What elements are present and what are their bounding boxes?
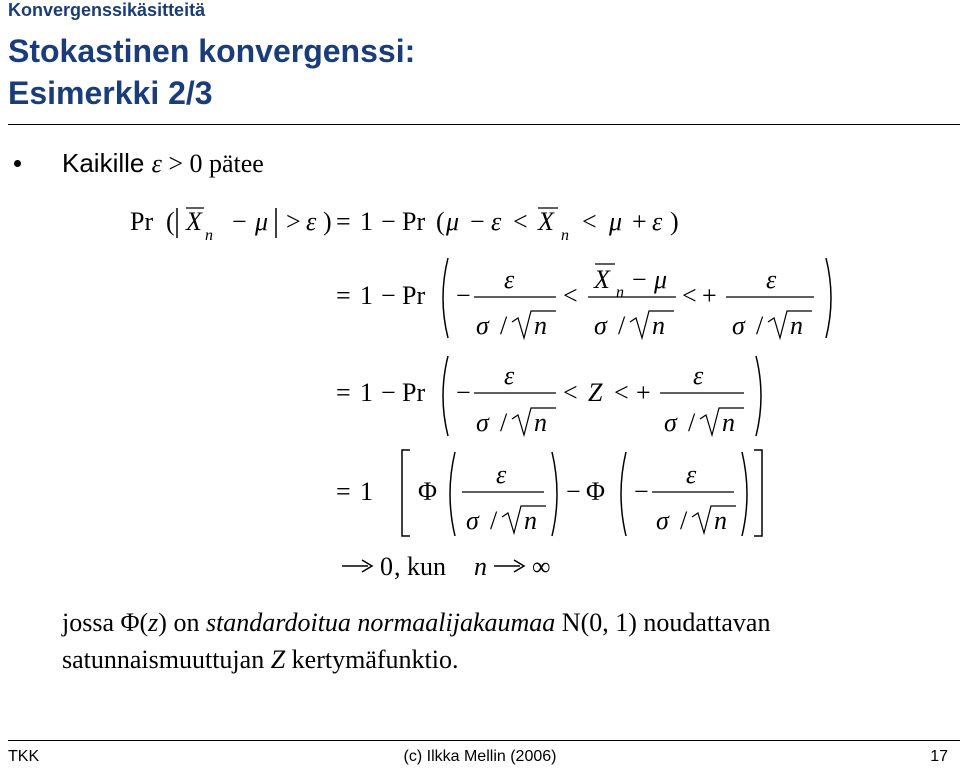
- subscript-n: n: [561, 227, 569, 244]
- sigma-symbol: σ: [476, 408, 489, 437]
- math-operator: −: [456, 281, 471, 310]
- epsilon-symbol: ε: [504, 361, 515, 390]
- bullet-suffix: > 0 pätee: [161, 149, 264, 178]
- math-operator: /: [756, 311, 764, 340]
- math-operator: /: [500, 408, 508, 437]
- mu-symbol: μ: [446, 207, 460, 236]
- math-operator: /: [680, 506, 688, 535]
- x-bar: X: [186, 207, 202, 236]
- mu-symbol: μ: [255, 207, 269, 236]
- one: 1: [360, 281, 373, 310]
- math-stroke: [754, 450, 762, 536]
- epsilon-symbol: ε: [504, 265, 515, 294]
- math-operator: (: [436, 207, 445, 236]
- math-operator: −: [381, 378, 396, 407]
- n-symbol: n: [474, 552, 487, 581]
- sigma-symbol: σ: [656, 506, 669, 535]
- math-operator: −: [381, 207, 396, 236]
- sigma-symbol: σ: [466, 506, 479, 535]
- pr-symbol: Pr: [402, 281, 426, 310]
- sigma-symbol: σ: [476, 311, 489, 340]
- math-operator: <: [563, 281, 578, 310]
- kun-word: , kun: [394, 552, 446, 581]
- math-operator: <: [563, 378, 578, 407]
- epsilon-symbol: ε: [693, 361, 704, 390]
- math-stroke: [742, 452, 747, 536]
- explanation-paragraph: [62, 604, 770, 678]
- one: 1: [360, 378, 373, 407]
- epsilon-symbol: ε: [686, 460, 697, 489]
- slide-title-line1: Stokastinen konvergenssi:: [8, 33, 416, 69]
- zero: 0: [380, 552, 393, 581]
- math-operator: =: [336, 281, 351, 310]
- z-symbol: Z: [588, 378, 603, 407]
- n-symbol: n: [790, 311, 803, 340]
- math-stroke: [443, 258, 448, 338]
- math-operator: /: [688, 408, 696, 437]
- phi-symbol: Φ: [418, 477, 438, 506]
- infinity-symbol: ∞: [532, 552, 551, 581]
- epsilon-symbol: ε: [491, 207, 502, 236]
- math-operator: −: [381, 281, 396, 310]
- bullet-prefix: Kaikille: [62, 148, 152, 178]
- explanation-line-2: satunnaismuuttujan Z kertymäfunktio.: [62, 645, 459, 674]
- epsilon-symbol: ε: [306, 207, 317, 236]
- epsilon-symbol: ε: [652, 207, 663, 236]
- one: 1: [360, 207, 373, 236]
- slide-title-line2: Esimerkki 2/3: [8, 75, 213, 111]
- explanation-line-1: jossa Φ(z) on standardoitua normaalijakaumaa N(0, 1) noudattavan: [62, 608, 771, 637]
- formula-line-4: [336, 450, 762, 536]
- sigma-symbol: σ: [664, 408, 677, 437]
- math-operator: /: [490, 506, 498, 535]
- n-symbol: n: [722, 408, 735, 437]
- math-operator: /: [500, 311, 508, 340]
- math-operator: =: [336, 477, 351, 506]
- math-operator: ): [670, 207, 679, 236]
- formula-line-1: [130, 207, 679, 244]
- section-label: Konvergenssikäsitteitä: [8, 0, 206, 20]
- math-operator: >: [286, 207, 301, 236]
- math-operator: <: [513, 207, 528, 236]
- math-operator: −: [232, 207, 247, 236]
- math-operator: /: [618, 311, 626, 340]
- math-operator: <: [682, 281, 697, 310]
- sigma-symbol: σ: [594, 311, 607, 340]
- mu-symbol: μ: [654, 265, 668, 294]
- pr-symbol: Pr: [402, 378, 426, 407]
- epsilon-symbol: ε: [766, 265, 777, 294]
- pr-symbol: Pr: [130, 207, 154, 236]
- formula-line-3: [336, 356, 761, 437]
- footer-center: (c) Ilkka Mellin (2006): [403, 748, 557, 765]
- math-operator: −: [632, 265, 647, 294]
- math-operator: <: [614, 378, 629, 407]
- epsilon-symbol: ε: [496, 460, 507, 489]
- math-operator: −: [456, 378, 471, 407]
- math-operator: −: [470, 207, 485, 236]
- math-stroke: [621, 452, 626, 536]
- n-symbol: n: [714, 506, 727, 535]
- math-operator: −: [634, 477, 649, 506]
- pr-symbol: Pr: [402, 207, 426, 236]
- math-stroke: [443, 356, 448, 436]
- math-operator: −: [566, 477, 581, 506]
- n-symbol: n: [534, 311, 547, 340]
- sigma-symbol: σ: [732, 311, 745, 340]
- x-bar: X: [594, 265, 610, 294]
- math-stroke: [402, 450, 410, 536]
- one: 1: [360, 477, 373, 506]
- n-symbol: n: [652, 311, 665, 340]
- subscript-n: n: [616, 284, 624, 301]
- n-symbol: n: [534, 408, 547, 437]
- math-stroke: [826, 258, 831, 338]
- subscript-n: n: [205, 227, 213, 244]
- math-stroke: [756, 356, 761, 436]
- footer-left: TKK: [8, 748, 40, 765]
- page-number: 17: [930, 748, 948, 765]
- n-symbol: n: [524, 506, 537, 535]
- x-bar: X: [538, 207, 554, 236]
- footer-divider: [8, 740, 960, 741]
- phi-symbol: Φ: [586, 477, 606, 506]
- formula-line-5: [342, 552, 551, 581]
- math-stroke: [552, 452, 557, 536]
- math-operator: +: [702, 281, 717, 310]
- math-operator: =: [336, 378, 351, 407]
- math-operator: ): [323, 207, 332, 236]
- math-stroke: [450, 452, 455, 536]
- formula-line-2: [336, 258, 831, 340]
- bullet-epsilon: ε: [151, 149, 162, 178]
- math-operator: =: [336, 207, 351, 236]
- math-operator: +: [636, 378, 651, 407]
- math-operator: <: [582, 207, 597, 236]
- math-operator: +: [632, 207, 647, 236]
- mu-symbol: μ: [609, 207, 623, 236]
- math-operator: (: [166, 207, 175, 236]
